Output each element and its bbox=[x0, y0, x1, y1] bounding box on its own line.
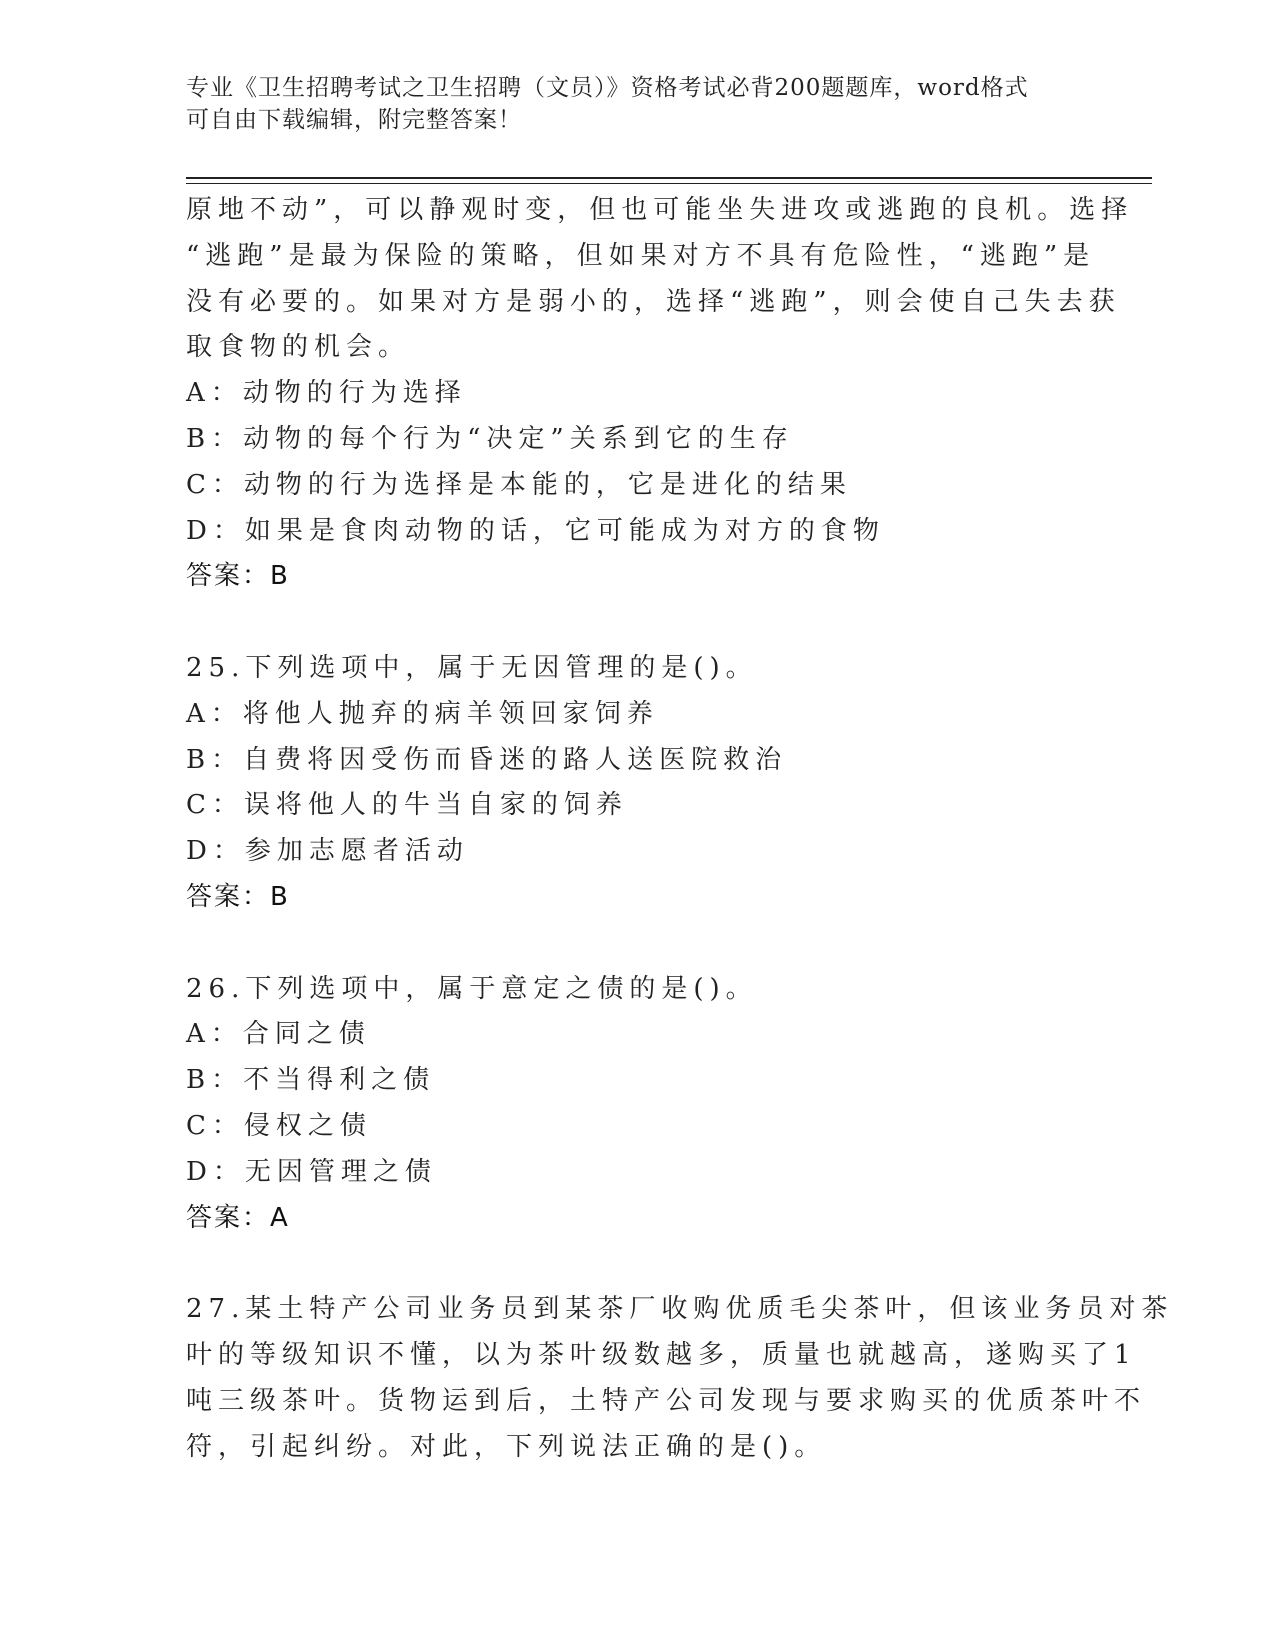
question-26-option-d: D：无因管理之债 bbox=[186, 1156, 437, 1187]
question-25-option-b: B：自费将因受伤而昏迷的路人送医院救治 bbox=[186, 744, 788, 775]
question-26-block bbox=[186, 967, 1086, 1242]
question-26-option-b: B：不当得利之债 bbox=[186, 1065, 436, 1096]
question-25-stem: 25.下列选项中，属于无因管理的是()。 bbox=[186, 652, 758, 683]
question-27-stem-line: 吨三级茶叶。货物运到后，土特产公司发现与要求购买的优质茶叶不 bbox=[186, 1385, 1147, 1416]
header-divider-thick bbox=[186, 177, 1152, 179]
question-24-answer: 答案：B bbox=[186, 561, 290, 592]
question-24-block bbox=[186, 188, 1134, 600]
question-26-option-a: A：合同之债 bbox=[186, 1019, 371, 1050]
spacer bbox=[186, 1241, 1086, 1287]
question-24-stem-line: 取食物的机会。 bbox=[186, 332, 411, 363]
question-25-option-a: A：将他人抛弃的病羊领回家饲养 bbox=[186, 698, 659, 729]
spacer bbox=[186, 921, 1086, 967]
header-divider-thin bbox=[186, 183, 1152, 184]
question-24-option-d: D：如果是食肉动物的话，它可能成为对方的食物 bbox=[186, 515, 885, 546]
question-24-stem-line: 没有必要的。如果对方是弱小的，选择“逃跑”，则会使自己失去获 bbox=[186, 286, 1121, 317]
question-26-stem: 26.下列选项中，属于意定之债的是()。 bbox=[186, 973, 758, 1004]
question-content bbox=[186, 188, 1174, 1470]
question-25-option-d: D：参加志愿者活动 bbox=[186, 836, 469, 867]
question-25-option-c: C：误将他人的牛当自家的饲养 bbox=[186, 790, 628, 821]
question-27-stem-line: 叶的等级知识不懂，以为茶叶级数越多，质量也就越高，遂购买了1 bbox=[186, 1339, 1137, 1370]
question-24-option-c: C：动物的行为选择是本能的，它是进化的结果 bbox=[186, 469, 852, 500]
header-title-line-1: 专业《卫生招聘考试之卫生招聘（文员）》资格考试必背200题题库，word格式 bbox=[186, 75, 1029, 101]
question-24-stem-line: “逃跑”是最为保险的策略，但如果对方不具有危险性，“逃跑”是 bbox=[186, 240, 1096, 271]
header-title-line-2: 可自由下载编辑，附完整答案！ bbox=[186, 107, 522, 133]
spacer bbox=[186, 600, 1086, 646]
question-24-option-a: A：动物的行为选择 bbox=[186, 378, 467, 409]
question-27-stem-line: 符，引起纠纷。对此，下列说法正确的是()。 bbox=[186, 1431, 827, 1462]
question-25-block bbox=[186, 646, 1086, 921]
question-26-option-c: C：侵权之债 bbox=[186, 1110, 372, 1141]
question-27-stem-line: 27.某土特产公司业务员到某茶厂收购优质毛尖茶叶，但该业务员对茶 bbox=[186, 1294, 1174, 1325]
question-25-answer: 答案：B bbox=[186, 881, 290, 912]
question-24-option-b: B：动物的每个行为“决定”关系到它的生存 bbox=[186, 423, 794, 454]
question-24-stem-line: 原地不动”，可以静观时变，但也可能坐失进攻或逃跑的良机。选择 bbox=[186, 195, 1134, 225]
question-27-block bbox=[186, 1287, 1174, 1470]
question-26-answer: 答案：A bbox=[186, 1202, 290, 1233]
document-header bbox=[186, 72, 1066, 136]
